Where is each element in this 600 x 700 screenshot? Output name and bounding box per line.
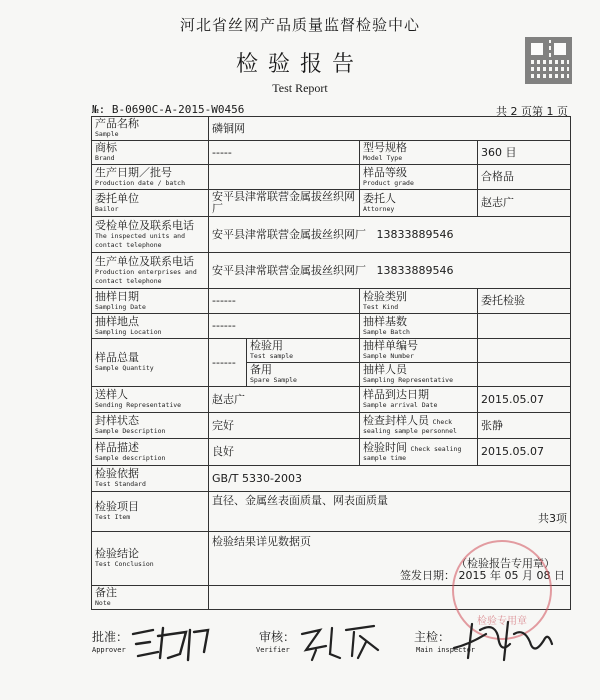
table-row — [92, 492, 571, 532]
field-label: 抽样单编号 Sample Number — [360, 339, 478, 363]
table-row — [92, 117, 571, 141]
table-row — [92, 439, 571, 466]
inspector-label-en: Main inspector — [416, 646, 476, 654]
field-label: 送样人 Sending Representative — [92, 387, 209, 413]
field-label: 备注 Note — [92, 586, 209, 610]
field-value: 合格品 — [478, 165, 571, 190]
report-table — [91, 116, 571, 610]
field-value: 安平县津常联营金属拔丝织网厂 — [209, 190, 360, 217]
field-value: ------ — [209, 339, 247, 387]
inspection-seal: 检验专用章 — [452, 540, 552, 640]
field-label: 检验类别 Test Kind — [360, 289, 478, 314]
report-number: №: B-0690C-A-2015-W0456 — [92, 103, 245, 116]
org-name: 河北省丝网产品质量监督检验中心 — [179, 16, 420, 34]
field-label: 产品名称 Sample — [92, 117, 209, 141]
field-value: 完好 — [209, 413, 360, 439]
field-value: 360 目 — [478, 141, 571, 165]
field-label: 检验结论 Test Conclusion — [92, 532, 209, 586]
field-value: 张静 — [478, 413, 571, 439]
field-value: 委托检验 — [478, 289, 571, 314]
field-label: 委托人 Attorney — [360, 190, 478, 217]
table-row — [92, 466, 571, 492]
inspector-signature — [450, 614, 560, 664]
field-value — [478, 363, 571, 387]
field-label: 抽样地点 Sampling Location — [92, 314, 209, 339]
field-value: 直径、金属丝表面质量、网表面质量 共3项 — [209, 492, 571, 532]
field-label: 样品总量 Sample Quantity — [92, 339, 209, 387]
field-label: 检验依据 Test Standard — [92, 466, 209, 492]
field-value: ------ — [209, 314, 360, 339]
field-label: 抽样基数 Sample Batch — [360, 314, 478, 339]
seal-note: （检验报告专用章） — [456, 557, 555, 570]
field-label: 封样状态 Sample Description — [92, 413, 209, 439]
field-label: 生产单位及联系电话 Production enterprises and contact telephone — [92, 253, 209, 289]
table-row — [92, 217, 571, 253]
phone-number: 13833889546 — [376, 227, 454, 241]
inspector-label: 主检： — [414, 630, 451, 644]
approver-label: 批准： — [92, 630, 129, 644]
field-value — [209, 165, 360, 190]
table-row — [92, 339, 571, 363]
table-row — [92, 141, 571, 165]
report-title-cn: 检验报告 — [235, 52, 364, 77]
field-label: 生产日期／批号 Production date / batch — [92, 165, 209, 190]
field-value: 安平县津常联营金属拔丝织网厂 13833889546 — [209, 217, 571, 253]
field-value: GB/T 5330-2003 — [209, 466, 571, 492]
field-label: 检验时间 Check sealing sample time — [360, 439, 478, 466]
table-row — [92, 413, 571, 439]
field-label: 商标 Brand — [92, 141, 209, 165]
field-value: 磷铜网 — [209, 117, 571, 141]
field-label: 样品到达日期 Sample arrival Date — [360, 387, 478, 413]
table-row — [92, 253, 571, 289]
table-row — [92, 165, 571, 190]
field-label: 检验用 Test sample — [247, 339, 360, 363]
field-value: 良好 — [209, 439, 360, 466]
issue-date: 签发日期： 2015 年 05 月 08 日 — [400, 569, 565, 582]
field-value: 赵志广 — [478, 190, 571, 217]
approver-label-en: Approver — [92, 646, 126, 654]
field-value: 赵志广 — [209, 387, 360, 413]
field-value: 2015.05.07 — [478, 439, 571, 466]
field-value: 2015.05.07 — [478, 387, 571, 413]
field-label: 抽样人员 Sampling Representative — [360, 363, 478, 387]
verifier-label-en: Verifier — [256, 646, 290, 654]
field-label: 型号规格 Model Type — [360, 141, 478, 165]
field-label: 受检单位及联系电话 The inspected units and contact telephone — [92, 217, 209, 253]
verifier-signature — [296, 620, 386, 662]
table-row — [92, 387, 571, 413]
table-row — [92, 289, 571, 314]
field-label: 委托单位 Bailor — [92, 190, 209, 217]
field-value — [478, 314, 571, 339]
field-label: 样品等级 Product grade — [360, 165, 478, 190]
qr-code-icon — [525, 37, 572, 84]
field-label: 检验项目 Test Item — [92, 492, 209, 532]
field-label: 样品描述 Sample description — [92, 439, 209, 466]
field-value: ----- — [209, 141, 360, 165]
item-count: 共3项 — [538, 512, 567, 525]
table-row — [92, 190, 571, 217]
field-label: 抽样日期 Sampling Date — [92, 289, 209, 314]
field-value: 安平县津常联营金属拔丝织网厂 13833889546 — [209, 253, 571, 289]
table-row — [92, 314, 571, 339]
phone-number: 13833889546 — [376, 263, 454, 277]
field-value: ------ — [209, 289, 360, 314]
report-title-en: Test Report — [272, 81, 328, 95]
field-label: 备用 Spare Sample — [247, 363, 360, 387]
field-label: 检查封样人员 Check sealing sample personnel — [360, 413, 478, 439]
verifier-label: 审核： — [259, 630, 296, 644]
approver-signature — [128, 622, 218, 662]
field-value: 检验结果详见数据页 （检验报告专用章） 签发日期： 2015 年 05 月 08 日 — [209, 532, 571, 586]
page-info: 共 2 页第 1 页 — [496, 105, 568, 118]
field-value — [478, 339, 571, 363]
